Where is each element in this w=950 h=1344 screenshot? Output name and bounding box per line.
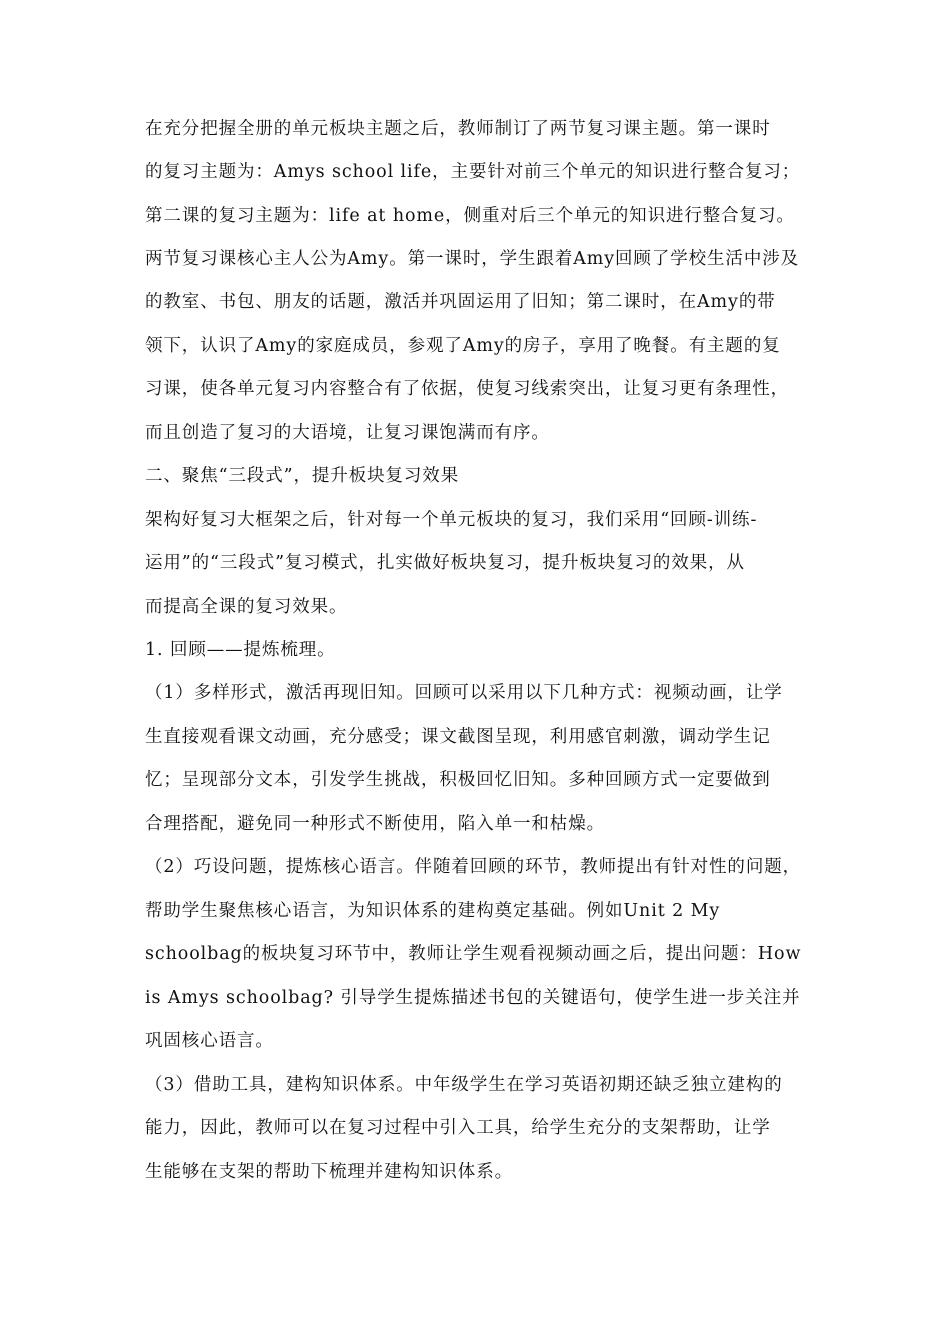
paragraph-line: 架构好复习大框架之后，针对每一个单元板块的复习，我们采用“回顾-训练- [145, 510, 758, 530]
paragraph-line: 而提高全课的复习效果。 [145, 597, 348, 617]
paragraph-line: 的复习主题为：Amys school life，主要针对前三个单元的知识进行整合复习； [145, 162, 801, 182]
paragraph-line: 帮助学生聚焦核心语言，为知识体系的建构奠定基础。例如Unit 2 My [145, 901, 721, 921]
paragraph-line: （2）巧设问题，提炼核心语言。伴随着回顾的环节，教师提出有针对性的问题， [145, 857, 802, 877]
paragraph-line: schoolbag的板块复习环节中，教师让学生观看视频动画之后，提出问题：How [145, 944, 802, 964]
paragraph-line: 运用”的“三段式”复习模式，扎实做好板块复习，提升板块复习的效果，从 [145, 553, 745, 573]
paragraph-line: 两节复习课核心主人公为Amy。第一课时，学生跟着Amy回顾了学校生活中涉及 [145, 249, 800, 269]
paragraph-line: 第二课的复习主题为：life at home，侧重对后三个单元的知识进行整合复习。 [145, 206, 795, 226]
section-heading: 二、聚焦“三段式”，提升板块复习效果 [145, 466, 460, 486]
paragraph-line: （1）多样形式，激活再现旧知。回顾可以采用以下几种方式：视频动画，让学 [145, 683, 783, 703]
paragraph-line: 生直接观看课文动画，充分感受；课文截图呈现，利用感官刺激，调动学生记 [145, 727, 771, 747]
paragraph-line: 忆；呈现部分文本，引发学生挑战，积极回忆旧知。多种回顾方式一定要做到 [145, 770, 771, 790]
paragraph-line: 领下，认识了Amy的家庭成员，参观了Amy的房子，享用了晚餐。有主题的复 [145, 336, 781, 356]
paragraph-line: 能力，因此，教师可以在复习过程中引入工具，给学生充分的支架帮助，让学 [145, 1118, 771, 1138]
paragraph-line: 而且创造了复习的大语境，让复习课饱满而有序。 [145, 423, 550, 443]
subsection-heading: 1. 回顾——提炼梳理。 [145, 640, 336, 660]
paragraph-line: 习课，使各单元复习内容整合有了依据，使复习线索突出，让复习更有条理性， [145, 379, 789, 399]
paragraph-line: 合理搭配，避免同一种形式不断使用，陷入单一和枯燥。 [145, 814, 605, 834]
paragraph-line: 巩固核心语言。 [145, 1031, 274, 1051]
paragraph-line: 生能够在支架的帮助下梳理并建构知识体系。 [145, 1162, 513, 1182]
paragraph-line: 的教室、书包、朋友的话题，激活并巩固运用了旧知；第二课时，在Amy的带 [145, 292, 776, 312]
paragraph-line: is Amys schoolbag? 引导学生提炼描述书包的关键语句，使学生进一步关注并 [145, 988, 801, 1008]
paragraph-line: 在充分把握全册的单元板块主题之后，教师制订了两节复习课主题。第一课时 [145, 119, 771, 139]
paragraph-line: （3）借助工具，建构知识体系。中年级学生在学习英语初期还缺乏独立建构的 [145, 1075, 783, 1095]
